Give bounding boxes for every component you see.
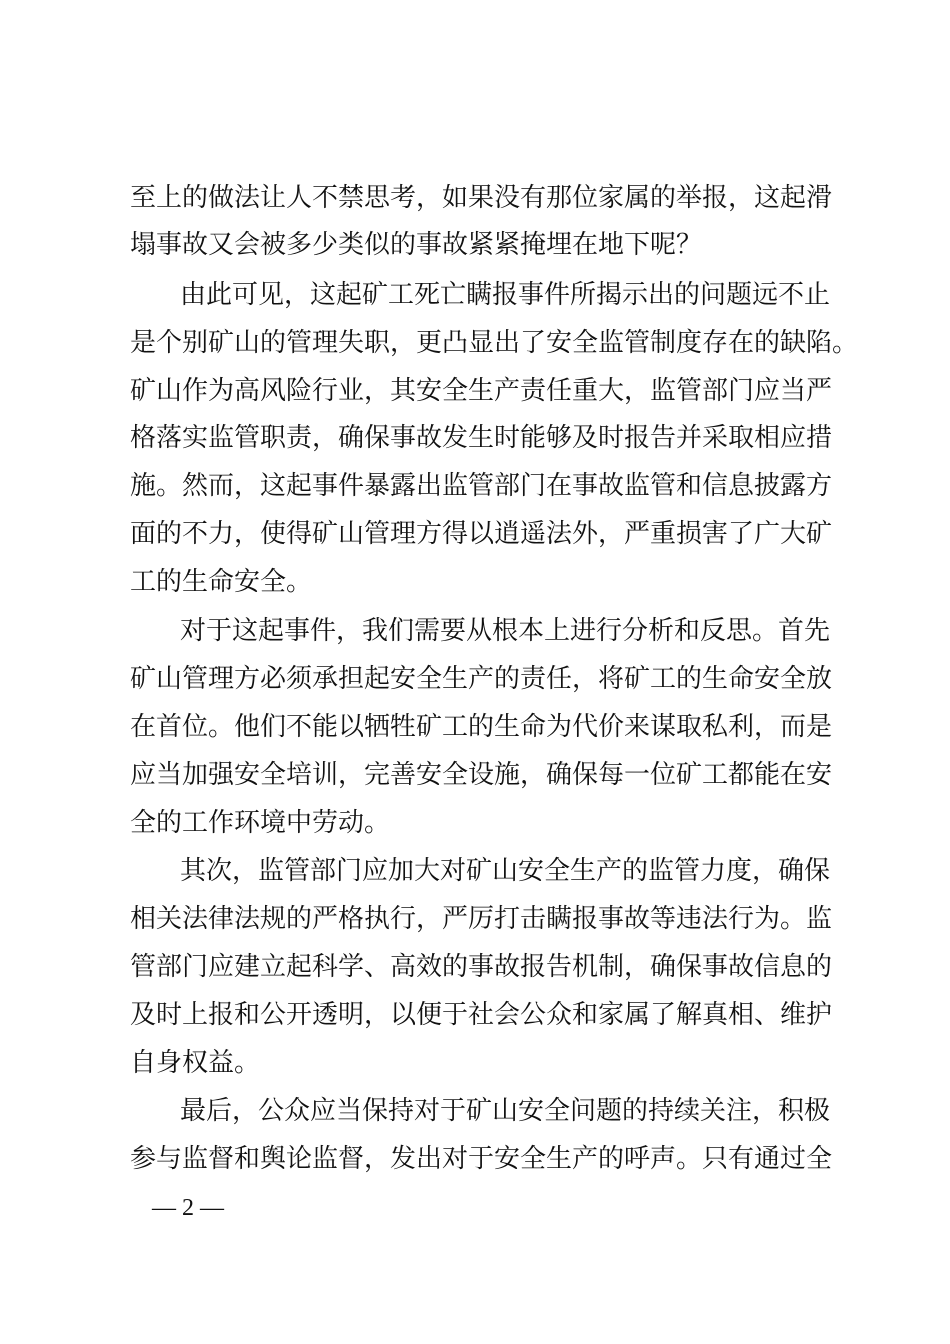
text-line: 应当加强安全培训，完善安全设施，确保每一位矿工都能在安 — [130, 760, 833, 790]
text-line: 全的工作环境中劳动。 — [130, 808, 391, 838]
text-line: 其次，监管部门应加大对矿山安全生产的监管力度，确保 — [180, 856, 831, 886]
text-line: 塌事故又会被多少类似的事故紧紧掩埋在地下呢？ — [130, 230, 703, 260]
text-line: 施。然而，这起事件暴露出监管部门在事故监管和信息披露方 — [130, 471, 833, 501]
text-line: 及时上报和公开透明，以便于社会公众和家属了解真相、维护 — [130, 1000, 833, 1030]
text-line: 是个别矿山的管理失职，更凸显出了安全监管制度存在的缺陷。 — [130, 328, 859, 358]
page-number: — 2 — — [152, 1195, 224, 1221]
text-line: 至上的做法让人不禁思考，如果没有那位家属的举报，这起滑 — [130, 183, 833, 213]
text-line: 格落实监管职责，确保事故发生时能够及时报告并采取相应措 — [130, 423, 833, 453]
text-line: 参与监督和舆论监督，发出对于安全生产的呼声。只有通过全 — [130, 1144, 833, 1174]
text-line: 最后，公众应当保持对于矿山安全问题的持续关注，积极 — [180, 1096, 831, 1126]
text-line: 矿山管理方必须承担起安全生产的责任，将矿工的生命安全放 — [130, 664, 833, 694]
text-line: 对于这起事件，我们需要从根本上进行分析和反思。首先 — [180, 616, 831, 646]
text-line: 自身权益。 — [130, 1048, 261, 1078]
text-line: 矿山作为高风险行业，其安全生产责任重大，监管部门应当严 — [130, 376, 833, 406]
text-line: 管部门应建立起科学、高效的事故报告机制，确保事故信息的 — [130, 952, 833, 982]
text-line: 相关法律法规的严格执行，严厉打击瞒报事故等违法行为。监 — [130, 904, 833, 934]
text-line: 在首位。他们不能以牺牲矿工的生命为代价来谋取私利，而是 — [130, 712, 833, 742]
text-line: 面的不力，使得矿山管理方得以逍遥法外，严重损害了广大矿 — [130, 519, 833, 549]
text-line: 工的生命安全。 — [130, 567, 313, 597]
text-line: 由此可见，这起矿工死亡瞒报事件所揭示出的问题远不止 — [180, 280, 831, 310]
